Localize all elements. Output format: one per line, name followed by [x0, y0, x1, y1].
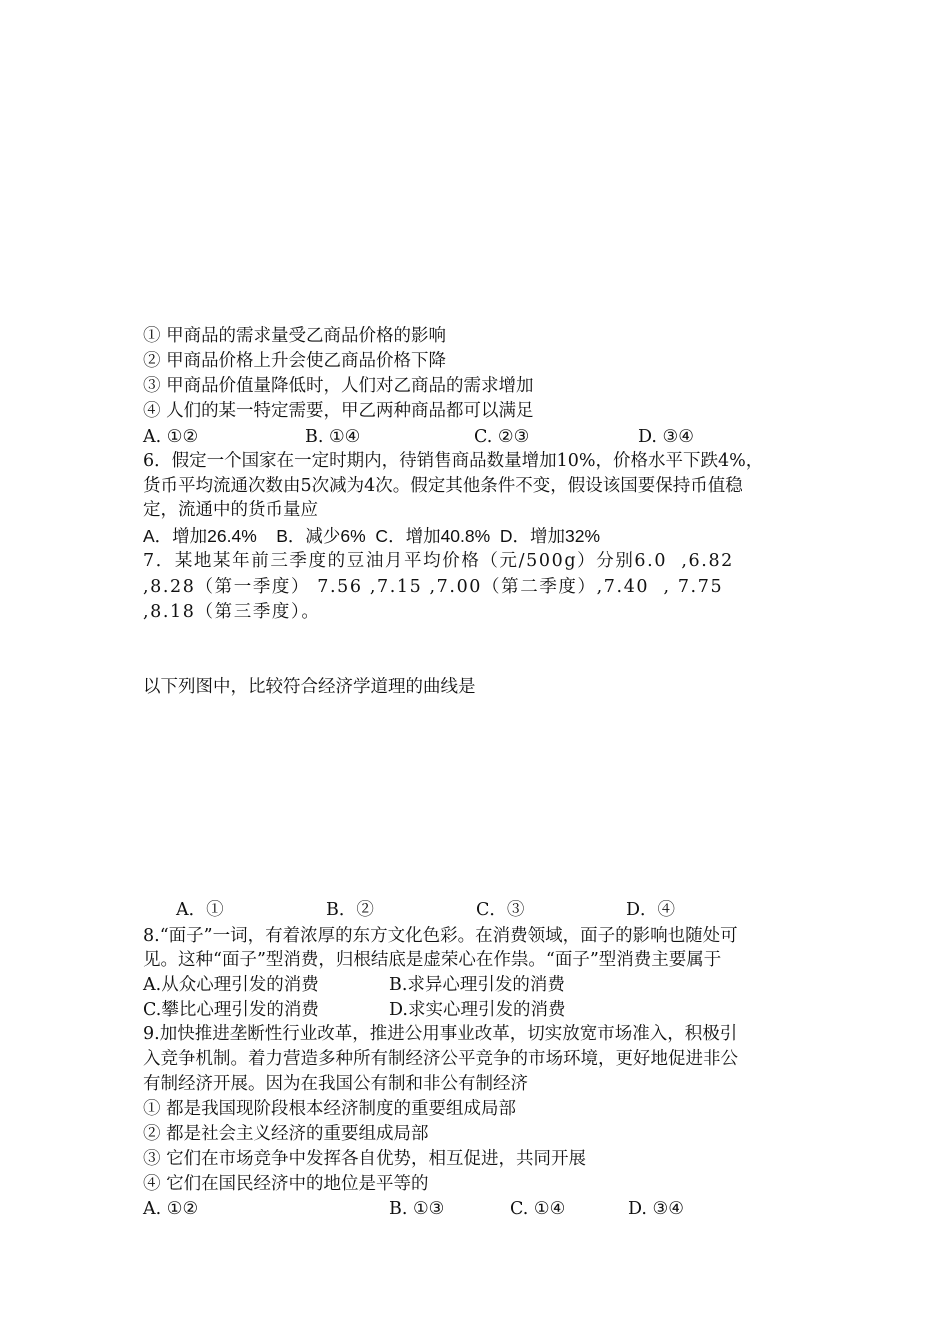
q5-option-d: D. ③④ [638, 427, 694, 447]
q9-line-3: 有制经济开展。因为在我国公有制和非公有制经济 [143, 1074, 528, 1094]
q8-line-1: 8.“面子”一词，有着浓厚的东方文化色彩。在消费领域，面子的影响也随处可 [143, 926, 738, 946]
q9-line-1: 9.加快推进垄断性行业改革，推进公用事业改革，切实放宽市场准入，积极引 [143, 1024, 738, 1044]
q8-line-2: 见。这种“面子”型消费，归根结底是虚荣心在作祟。“面子”型消费主要属于 [143, 950, 722, 970]
q6-line-1: 6．假定一个国家在一定时期内，待销售商品数量增加10%，价格水平下跌4%， [143, 451, 764, 471]
q5-option-b: B. ①④ [305, 427, 361, 447]
q7-option-c: C．③ [476, 900, 525, 920]
q9-option-d: D. ③④ [628, 1199, 684, 1219]
q5-item-2: ② 甲商品价格上升会使乙商品价格下降 [143, 351, 447, 371]
q6-line-3: 定，流通中的货币量应 [143, 500, 318, 520]
q5-item-1: ① 甲商品的需求量受乙商品价格的影响 [143, 326, 447, 346]
q7-line-3: ,8.18（第三季度）。 [143, 602, 321, 622]
q9-option-a: A. ①② [143, 1199, 199, 1219]
q9-line-2: 入竞争机制。着力营造多种所有制经济公平竞争的市场环境，更好地促进非公 [143, 1049, 738, 1069]
q5-item-3: ③ 甲商品价值量降低时，人们对乙商品的需求增加 [143, 376, 534, 396]
q7-option-b: B．② [326, 900, 374, 920]
q9-item-4: ④ 它们在国民经济中的地位是平等的 [143, 1174, 429, 1194]
q5-option-c: C. ②③ [474, 427, 530, 447]
q9-item-1: ① 都是我国现阶段根本经济制度的重要组成局部 [143, 1099, 517, 1119]
q5-item-4: ④ 人们的某一特定需要，甲乙两种商品都可以满足 [143, 401, 534, 421]
q9-option-b: B. ①③ [389, 1199, 445, 1219]
q7-line-2: ,8.28（第一季度） 7.56 ,7.15 ,7.00（第二季度）,7.40 , 7.75 [143, 577, 724, 597]
q8-option-a: A.从众心理引发的消费 [143, 975, 319, 995]
q6-line-2: 货币平均流通次数由5次减为4次。假定其他条件不变，假设该国要保持币值稳 [143, 476, 743, 496]
q7-prompt: 以下列图中，比较符合经济学道理的曲线是 [143, 677, 476, 697]
q7-option-d: D．④ [626, 900, 676, 920]
q9-option-c: C. ①④ [510, 1199, 566, 1219]
q5-option-a: A. ①② [143, 427, 199, 447]
q7-option-a: A．① [176, 900, 224, 920]
q9-item-3: ③ 它们在市场竞争中发挥各自优势，相互促进，共同开展 [143, 1149, 587, 1169]
q8-option-c: C.攀比心理引发的消费 [143, 1000, 319, 1020]
q9-item-2: ② 都是社会主义经济的重要组成局部 [143, 1124, 429, 1144]
q8-option-b: B.求异心理引发的消费 [389, 975, 565, 995]
q8-option-d: D.求实心理引发的消费 [389, 1000, 566, 1020]
q6-options: A．增加26.4% B．减少6% C．增加40.8% D．增加32% [143, 526, 601, 546]
q7-line-1: 7．某地某年前三季度的豆油月平均价格（元/500g）分别6.0 ,6.82 [143, 551, 734, 571]
